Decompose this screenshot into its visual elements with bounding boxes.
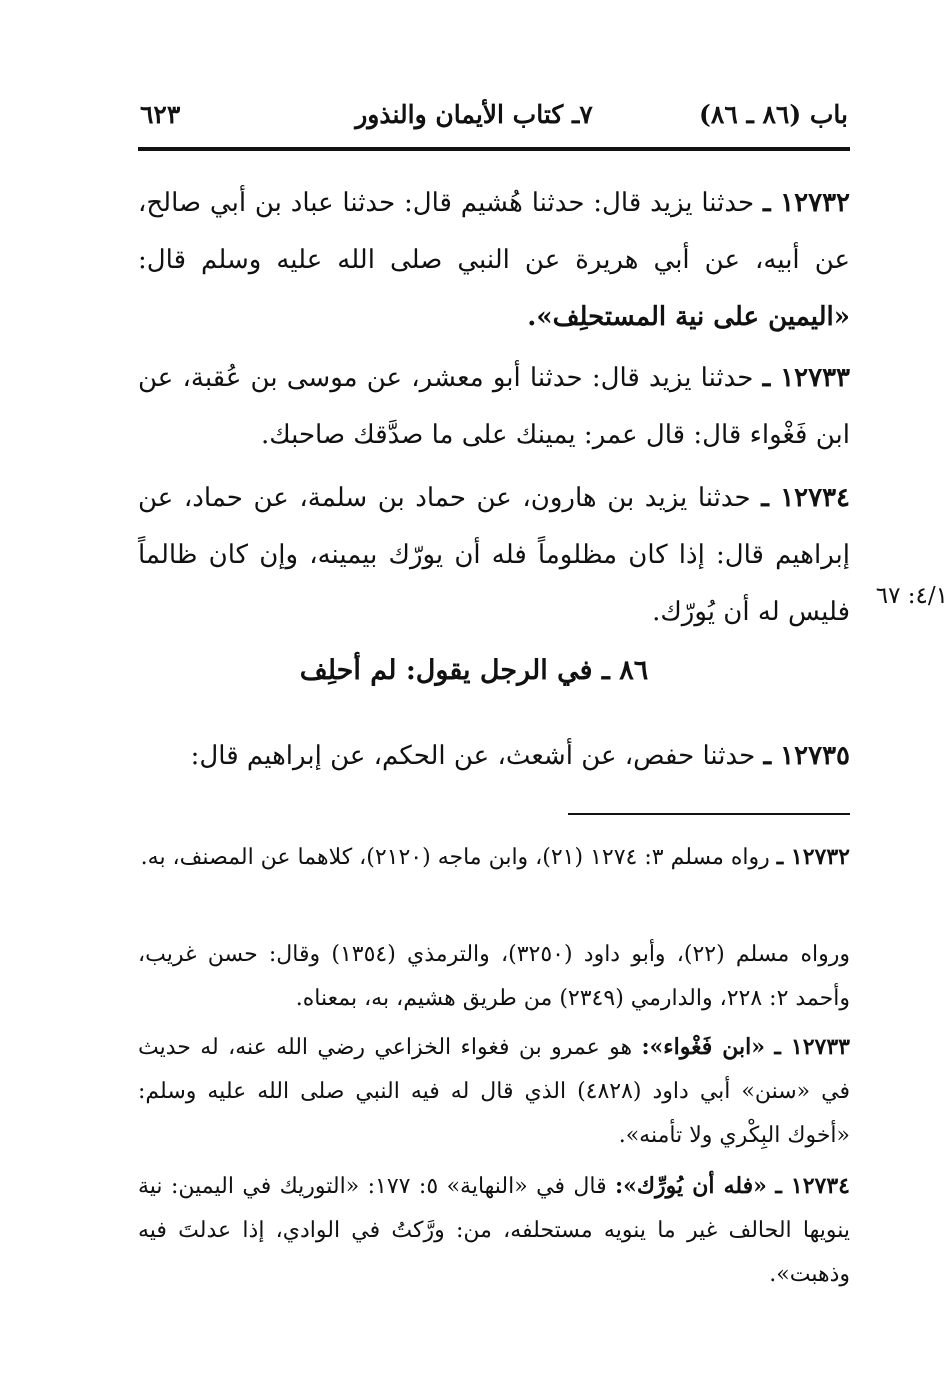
footnote-text: هو عمرو بن فغواء الخزاعي رضي الله عنه، له حديث في «سنن» أبي داود (٤٨٢٨) الذي قال له فيه النبي صلى الله عليه وسلم: «أخوك البِكْري ولا تأمنه». [138,1035,850,1148]
footnote-number: ١٢٧٣٤ ـ [775,1173,850,1199]
hadith-text: حدثنا حفص، عن أشعث، عن الحكم، عن إبراهيم قال: [190,741,756,771]
footnote-12734 [138,1164,850,1297]
footnote-text: قال في «النهاية» ٥: ١٧٧: «التوريك في اليمين: نية ينويها الحالف غير ما ينويه مستحلفه، من: ورَّكتُ في الوادي، إذا عدلتَ فيه وذهبت». [138,1174,850,1287]
hadith-12735 [138,728,850,785]
hadith-number: ١٢٧٣٤ ـ [761,483,851,513]
hadith-text: حدثنا يزيد بن هارون، عن حماد بن سلمة، عن حماد، عن إبراهيم قال: إذا كان مظلوماً فله أن يورّك بيمينه، وإن كان ظالماً فليس له أن يُورّك. [138,483,850,627]
footnote-number: ١٢٧٣٣ ـ [774,1034,850,1060]
hadith-text: حدثنا يزيد قال: حدثنا هُشيم قال: حدثنا عباد بن أبي صالح، عن أبيه، عن أبي هريرة عن النبي صلى الله عليه وسلم قال: [138,188,850,275]
footnote-text: رواه مسلم ٣: ١٢٧٤ (٢١)، وابن ماجه (٢١٢٠)، كلاهما عن المصنف، به. [140,845,770,870]
hadith-12734 [138,470,850,641]
footnote-number: ١٢٧٣٢ ـ [776,844,850,870]
hadith-12732 [138,175,850,346]
hadith-text: حدثنا يزيد قال: حدثنا أبو معشر، عن موسى بن عُقبة، عن ابن فَغْواء قال: قال عمر: يمينك على ما صدَّقك صاحبك. [138,363,850,450]
hadith-number: ١٢٧٣٢ ـ [762,188,850,218]
header-page-number: ٦٢٣ [140,100,181,129]
header-chapter-ref: باب (٨٦ ـ ٨٦) [699,100,848,129]
hadith-number: ١٢٧٣٥ ـ [763,741,850,771]
footnote-12733 [138,1025,850,1158]
footnote-term: «ابن فَغْواء»: [641,1034,766,1060]
chapter-heading: ٨٦ ـ في الرجل يقول: لم أحلِف [299,655,649,686]
header-book-title: ٧ـ كتاب الأيمان والنذور [355,100,593,129]
header-rule [138,147,850,151]
footnote-term: «فله أن يُورِّك»: [615,1173,767,1199]
margin-volume-page-ref: ٤/١: ٦٧ [875,583,948,609]
hadith-12733 [138,350,850,464]
footnote-separator [568,813,850,815]
footnote-12732-continued [138,933,850,1021]
hadith-quote: «اليمين على نية المستحلِف». [527,302,850,332]
footnote-text: ورواه مسلم (٢٢)، وأبو داود (٣٢٥٠)، والترمذي (١٣٥٤) وقال: حسن غريب، وأحمد ٢: ٢٢٨، والدارمي (٢٣٤٩) من طريق هشيم، به، بمعناه. [138,942,850,1011]
footnote-12732 [138,835,850,880]
hadith-number: ١٢٧٣٣ ـ [762,363,851,393]
